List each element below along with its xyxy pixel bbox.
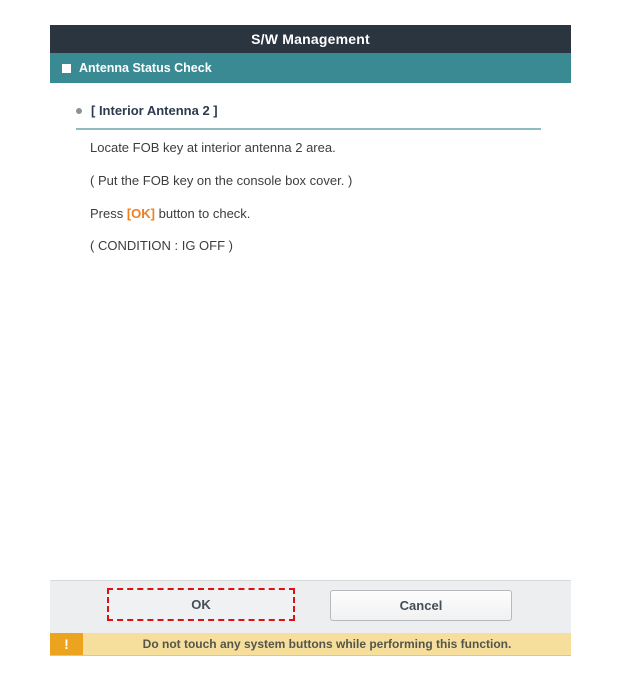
press-line-prefix: Press bbox=[90, 206, 127, 221]
button-bar bbox=[50, 580, 571, 633]
bullet-icon bbox=[76, 108, 82, 114]
instruction-line-2: ( Put the FOB key on the console box cover. ) bbox=[90, 173, 353, 188]
title-underline bbox=[76, 128, 541, 130]
title-bar bbox=[50, 25, 571, 53]
section-title: Antenna Status Check bbox=[79, 61, 212, 75]
press-line-ok-token: [OK] bbox=[126, 206, 156, 221]
diagnostic-panel bbox=[50, 25, 571, 656]
page-title: S/W Management bbox=[251, 31, 370, 47]
instruction-line-1: Locate FOB key at interior antenna 2 area. bbox=[90, 140, 336, 155]
warning-bar bbox=[50, 633, 571, 656]
content-area bbox=[50, 83, 571, 580]
warning-text: Do not touch any system buttons while performing this function. bbox=[142, 637, 512, 651]
instruction-line-4: ( CONDITION : IG OFF ) bbox=[90, 238, 233, 253]
item-title: [ Interior Antenna 2 ] bbox=[91, 103, 218, 118]
section-square-icon bbox=[62, 64, 71, 73]
instruction-line-3 bbox=[90, 206, 250, 221]
item-title-row bbox=[76, 103, 218, 118]
warning-exclamation-icon: ! bbox=[50, 633, 83, 655]
cancel-button[interactable]: Cancel bbox=[330, 590, 512, 621]
ok-button[interactable]: OK bbox=[107, 588, 295, 621]
press-line-suffix: button to check. bbox=[155, 206, 251, 221]
section-header bbox=[50, 53, 571, 83]
